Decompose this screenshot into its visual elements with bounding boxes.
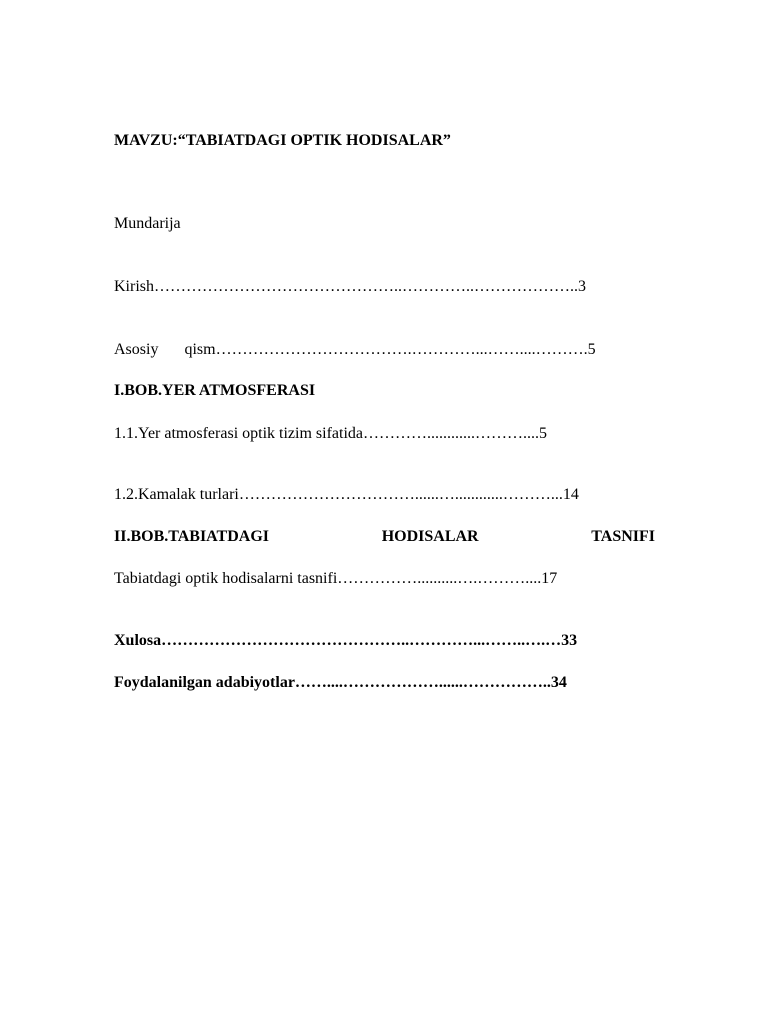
toc-entry-asosiy-rest: qism……………………………….…………...……....……….5 [184, 341, 596, 358]
document-title: MAVZU:“TABIATDAGI OPTIK HODISALAR” [114, 132, 451, 149]
toc-chapter-2-word3: TASNIFI [591, 528, 655, 545]
toc-entry-kirish: Kirish………………………………………..…………..………………..3 [114, 278, 586, 295]
toc-entry-tasnifi: Tabiatdagi optik hodisalarni tasnifi……………..........….………....17 [114, 570, 558, 587]
toc-entry-1-2: 1.2.Kamalak turlari……………………………......…............………...14 [114, 486, 579, 503]
toc-entry-foydalanilgan-adabiyotlar: Foydalanilgan adabiyotlar……....………………......……………..34 [114, 674, 567, 691]
toc-chapter-2 [114, 527, 655, 547]
toc-entry-1-1: 1.1.Yer atmosferasi optik tizim sifatida…………............………....5 [114, 425, 547, 442]
toc-chapter-2-word2: HODISALAR [381, 528, 479, 545]
toc-entry-asosiy-qism [114, 340, 596, 360]
toc-entry-xulosa: Xulosa………………………………………..…………...……..….…33 [114, 632, 578, 649]
toc-chapter-2-word1: II.BOB.TABIATDAGI [114, 528, 269, 545]
toc-heading: Mundarija [114, 215, 181, 232]
toc-entry-asosiy-word: Asosiy [114, 341, 159, 358]
toc-chapter-1: I.BOB.YER ATMOSFERASI [114, 382, 316, 399]
